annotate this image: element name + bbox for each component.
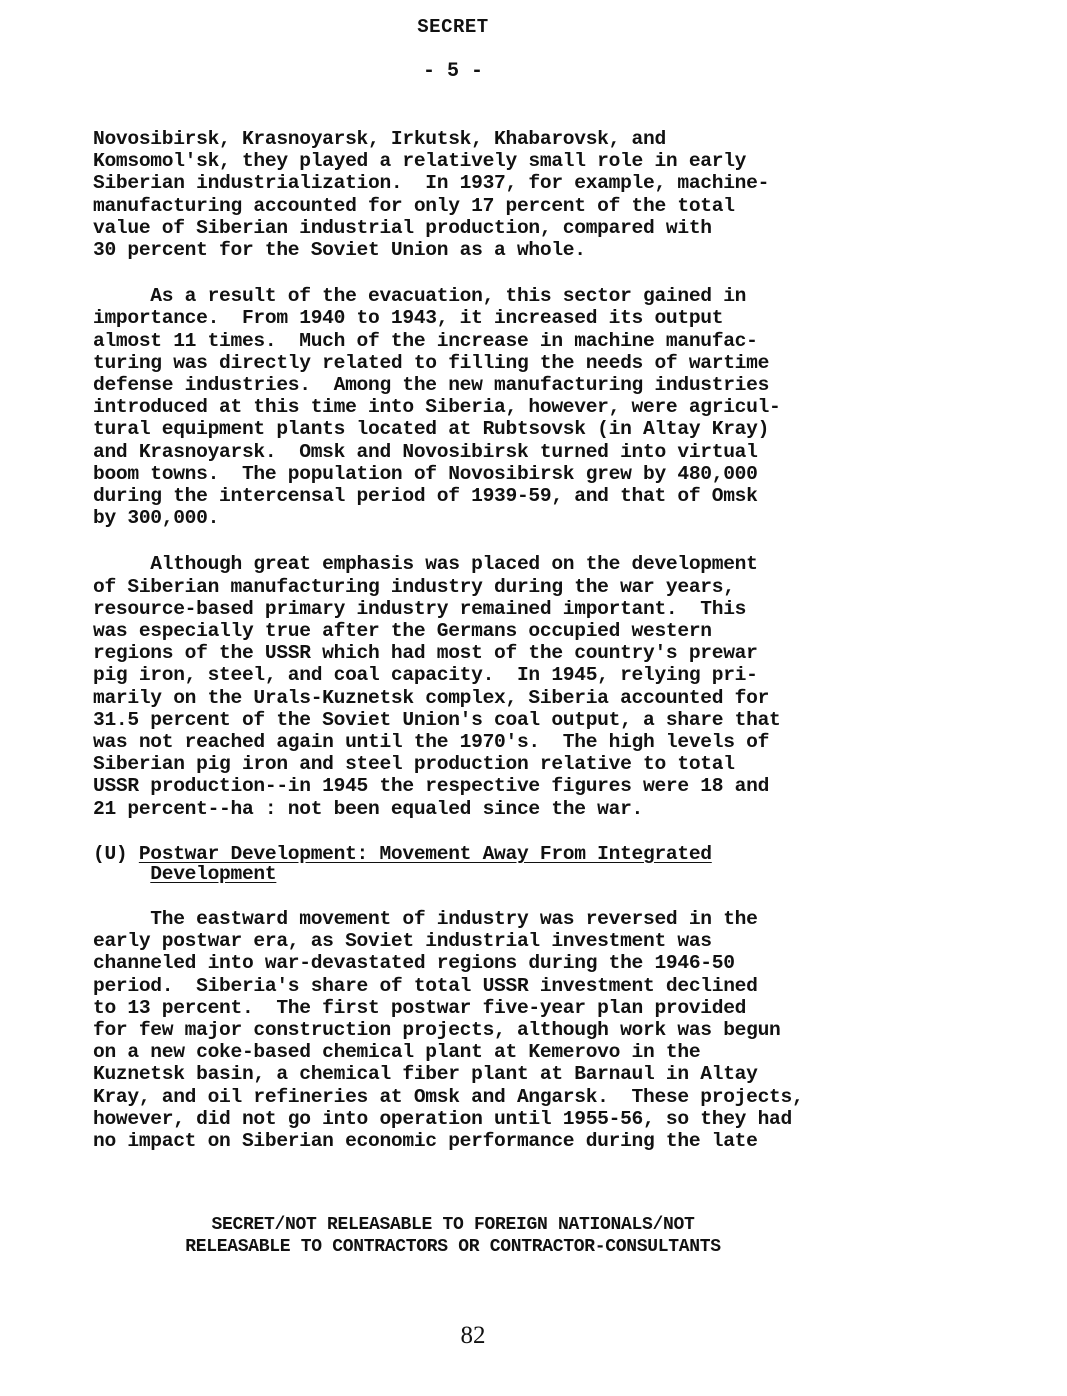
paragraph-primary-industry bbox=[93, 553, 923, 819]
page-marker: - 5 - bbox=[422, 60, 483, 83]
text-line: boom towns. The population of Novosibirsk grew by 480,000 bbox=[93, 462, 758, 485]
section-title-line-2: Development bbox=[150, 862, 277, 885]
text-line: turing was directly related to filling the needs of wartime bbox=[93, 351, 770, 374]
text-line: was not reached again until the 1970's. The high levels of bbox=[93, 731, 770, 754]
section-title-line-1: Postwar Development: Movement Away From Integrated bbox=[138, 842, 712, 865]
page-number: 82 bbox=[460, 1322, 486, 1349]
paragraph-evacuation bbox=[93, 285, 923, 529]
paragraph-postwar bbox=[93, 908, 923, 1152]
text-line: channeled into war-devastated regions during the 1946-50 bbox=[93, 952, 735, 975]
text-line: marily on the Urals-Kuznetsk complex, Siberia accounted for bbox=[93, 686, 770, 709]
section-marker: (U) bbox=[93, 842, 128, 865]
text-line: 30 percent for the Soviet Union as a whole. bbox=[93, 239, 586, 262]
text-line: Novosibirsk, Krasnoyarsk, Irkutsk, Khabarovsk, and bbox=[93, 128, 666, 150]
text-line: introduced at this time into Siberia, however, were agricul- bbox=[93, 396, 781, 419]
text-line: regions of the USSR which had most of the country's prewar bbox=[93, 642, 758, 665]
text-line: Siberian pig iron and steel production relative to total bbox=[93, 753, 735, 776]
section-heading-line bbox=[93, 844, 923, 864]
classification-footer-line-2: RELEASABLE TO CONTRACTORS OR CONTRACTOR-CONSULTANTS bbox=[185, 1237, 721, 1257]
text-line: value of Siberian industrial production, compared with bbox=[93, 216, 712, 239]
classification-footer bbox=[0, 1214, 906, 1258]
text-line: defense industries. Among the new manufacturing industries bbox=[93, 374, 770, 397]
text-line: The eastward movement of industry was reversed in the bbox=[93, 907, 758, 930]
text-line: to 13 percent. The first postwar five-year plan provided bbox=[93, 996, 747, 1019]
text-line: 31.5 percent of the Soviet Union's coal output, a share that bbox=[93, 708, 781, 731]
text-line: Kray, and oil refineries at Omsk and Angarsk. These projects, bbox=[93, 1085, 804, 1108]
text-line: almost 11 times. Much of the increase in machine manufac- bbox=[93, 329, 758, 352]
classification-header: SECRET bbox=[417, 16, 489, 38]
text-line: for few major construction projects, although work was begun bbox=[93, 1018, 781, 1041]
section-heading bbox=[93, 844, 923, 884]
section-heading-line bbox=[93, 864, 923, 884]
text-line: pig iron, steel, and coal capacity. In 1945, relying pri- bbox=[93, 664, 758, 687]
text-line: early postwar era, as Soviet industrial investment was bbox=[93, 930, 712, 953]
text-line: of Siberian manufacturing industry during the war years, bbox=[93, 575, 735, 598]
text-line: manufacturing accounted for only 17 percent of the total bbox=[93, 194, 735, 217]
text-line: resource-based primary industry remained important. This bbox=[93, 597, 747, 620]
paragraph-machine-manufacturing bbox=[93, 128, 923, 261]
text-line: on a new coke-based chemical plant at Kemerovo in the bbox=[93, 1041, 701, 1064]
text-line: Although great emphasis was placed on the development bbox=[93, 553, 758, 576]
classification-footer-line-1: SECRET/NOT RELEASABLE TO FOREIGN NATIONALS/NOT bbox=[211, 1215, 695, 1235]
text-line: As a result of the evacuation, this sector gained in bbox=[93, 285, 747, 308]
text-line: during the intercensal period of 1939-59, and that of Omsk bbox=[93, 485, 758, 508]
text-line: was especially true after the Germans occupied western bbox=[93, 620, 712, 643]
text-line: and Krasnoyarsk. Omsk and Novosibirsk turned into virtual bbox=[93, 440, 758, 463]
text-line: Komsomol'sk, they played a relatively small role in early bbox=[93, 150, 747, 173]
text-line: 21 percent--ha : not been equaled since the war. bbox=[93, 797, 643, 820]
text-line: period. Siberia's share of total USSR investment declined bbox=[93, 974, 758, 997]
text-line: Kuznetsk basin, a chemical fiber plant at Barnaul in Altay bbox=[93, 1063, 758, 1086]
text-line: Siberian industrialization. In 1937, for example, machine- bbox=[93, 172, 770, 195]
text-line: tural equipment plants located at Rubtsovsk (in Altay Kray) bbox=[93, 418, 770, 441]
text-line: importance. From 1940 to 1943, it increased its output bbox=[93, 307, 724, 330]
text-line: no impact on Siberian economic performance during the late bbox=[93, 1129, 758, 1152]
text-line: USSR production--in 1945 the respective figures were 18 and bbox=[93, 775, 770, 798]
text-line: by 300,000. bbox=[93, 507, 220, 530]
text-line: however, did not go into operation until 1955-56, so they had bbox=[93, 1107, 792, 1130]
document-body bbox=[93, 128, 923, 1176]
